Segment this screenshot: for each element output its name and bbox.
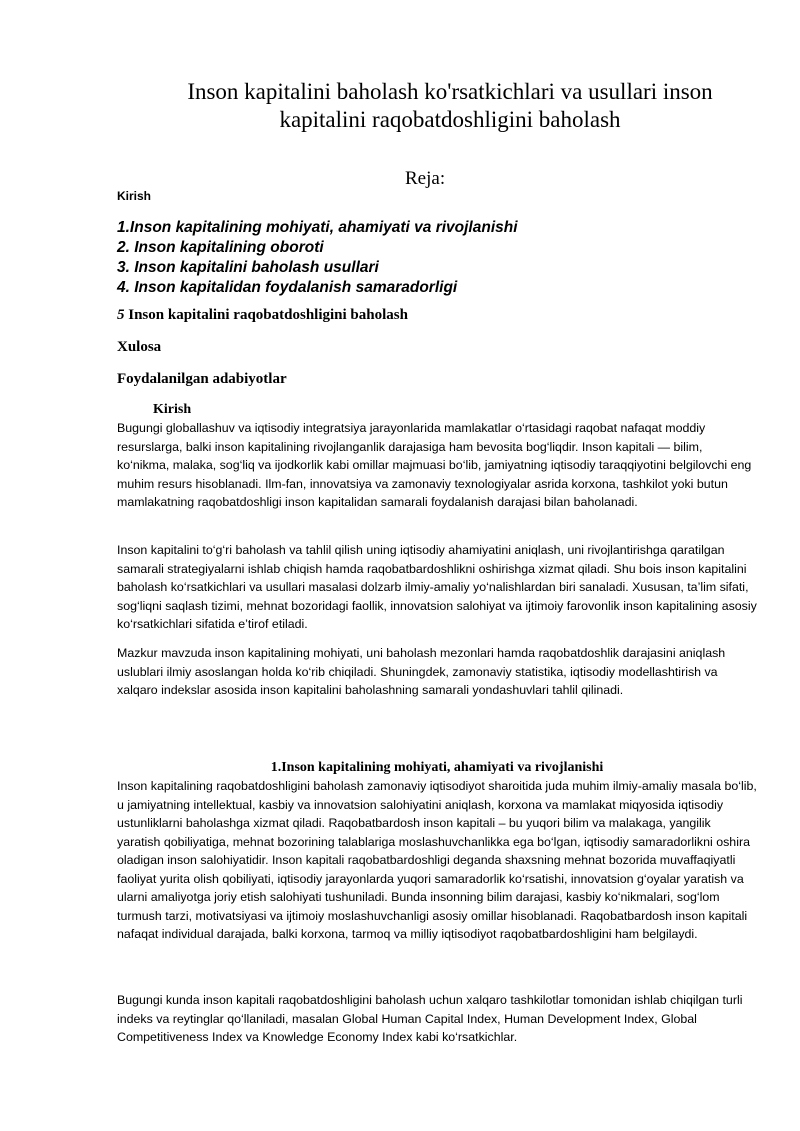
plan-list [117, 218, 518, 298]
plan-item-5-text: Inson kapitalini raqobatdoshligini baholash [128, 307, 408, 323]
plan-heading: Reja: [405, 168, 446, 189]
section-1-paragraph-2: Bugungi kunda inson kapitali raqobatdoshligini baholash uchun xalqaro tashkilotlar tomonidan ishlab chiqilgan turli indeks va reytinglar qo‘llaniladi, masalan Global Human Capital Index, Human Development Index, Global Competitiveness Index va Knowledge Economy Index kabi ko‘rsatkichlar. [117, 993, 743, 1044]
plan-item-2: 2. Inson kapitalining oboroti [117, 239, 324, 256]
intro-paragraph-2: Inson kapitalini to‘g‘ri baholash va tahlil qilish uning iqtisodiy ahamiyatini aniqlash, uni rivojlantirishga qaratilgan samarali strategiyalarni ishlab chiqish hamda raqobatbardoshlikni oshirishga xizmat qiladi. Shu bois inson kapitalini baholash ko‘rsatkichlari va usullari masalasi dolzarb ilmiy-amaliy yo‘nalishlardan biri sanaladi. Xususan, ta’lim sifati, sog‘liqni saqlash tizimi, mehnat bozoridagi faollik, innovatsion salohiyat va ijtimoiy farovonlik inson kapitalining asosiy ko‘rsatkichlari sifatida e’tirof etiladi. [117, 543, 757, 631]
plan-item-conclusion: Xulosa [117, 339, 162, 355]
plan-item-3: 3. Inson kapitalini baholash usullari [117, 259, 379, 276]
plan-item-5-number: 5 [117, 307, 125, 323]
plan-item-intro: Kirish [117, 189, 152, 203]
intro-heading: Kirish [153, 402, 192, 417]
document-title: Inson kapitalini baholash ko'rsatkichlari va usullari inson kapitalini raqobatdoshligini baholash [187, 79, 713, 132]
section-1-heading: 1.Inson kapitalining mohiyati, ahamiyati va rivojlanishi [270, 760, 604, 775]
plan-item-1: 1.Inson kapitalining mohiyati, ahamiyati va rivojlanishi [117, 219, 518, 236]
plan-item-5 [117, 307, 408, 324]
intro-paragraph-1: Bugungi globallashuv va iqtisodiy integratsiya jarayonlarida mamlakatlar o‘rtasidagi raqobat nafaqat moddiy resurslarga, balki inson kapitalining rivojlanganlik darajasiga ham bevosita bog‘liqdir. Inson kapitali — bilim, ko‘nikma, malaka, sog‘liq va ijodkorlik kabi omillar majmuasi bo‘lib, jamiyatning iqtisodiy taraqqiyotini belgilovchi eng muhim resurs hisoblanadi. Ilm-fan, innovatsiya va zamonaviy texnologiyalar asrida korxona, tashkilot yoki butun mamlakatning raqobatdoshligi inson kapitalidan samarali foydalanish darajasi bilan baholanadi. [117, 421, 752, 509]
section-1-paragraph-1: Inson kapitalining raqobatdoshligini baholash zamonaviy iqtisodiyot sharoitida juda muhim ilmiy-amaliy masala bo‘lib, u jamiyatning intellektual, kasbiy va innovatsion salohiyatini aniqlash, korxona va mamlakat miqyosida iqtisodiy ustunliklarni baholashga xizmat qiladi. Raqobatbardosh inson kapitali – bu yuqori bilim va malakaga, yangilik yaratish qobiliyatiga, mehnat bozorining talablariga moslashuvchanlikka ega bo‘lgan, iqtisodiy samaradorlikni oshira oladigan inson salohiyatidir. Inson kapitali raqobatbardoshligi deganda shaxsning mehnat bozorida muvaffaqiyatli faoliyat yurita olish qobiliyati, iqtisodiy jarayonlarda yuqori samaradorlik ko‘rsatishi, innovatsion g‘oyalar yaratish va ularni amaliyotga joriy etish salohiyati tushuniladi. Bunda insonning bilim darajasi, kasbiy ko‘nikmalari, sog‘lom turmush tarzi, motivatsiyasi va ijtimoiy moslashuvchanligi asosiy omillar hisoblanadi. Raqobatbardosh inson kapitali nafaqat individual darajada, balki korxona, tarmoq va milliy iqtisodiyot raqobatbardoshligini ham belgilaydi. [117, 779, 757, 941]
plan-item-4: 4. Inson kapitalidan foydalanish samaradorligi [117, 279, 458, 296]
plan-item-references: Foydalanilgan adabiyotlar [117, 371, 287, 387]
intro-paragraph-3: Mazkur mavzuda inson kapitalining mohiyati, uni baholash mezonlari hamda raqobatdoshlik darajasini aniqlash uslublari ilmiy asoslangan holda ko‘rib chiqiladi. Shuningdek, zamonaviy statistika, iqtisodiy modellashtirish va xalqaro indekslar asosida inson kapitalini baholashning samarali yondashuvlari tahlil qilinadi. [117, 646, 726, 697]
